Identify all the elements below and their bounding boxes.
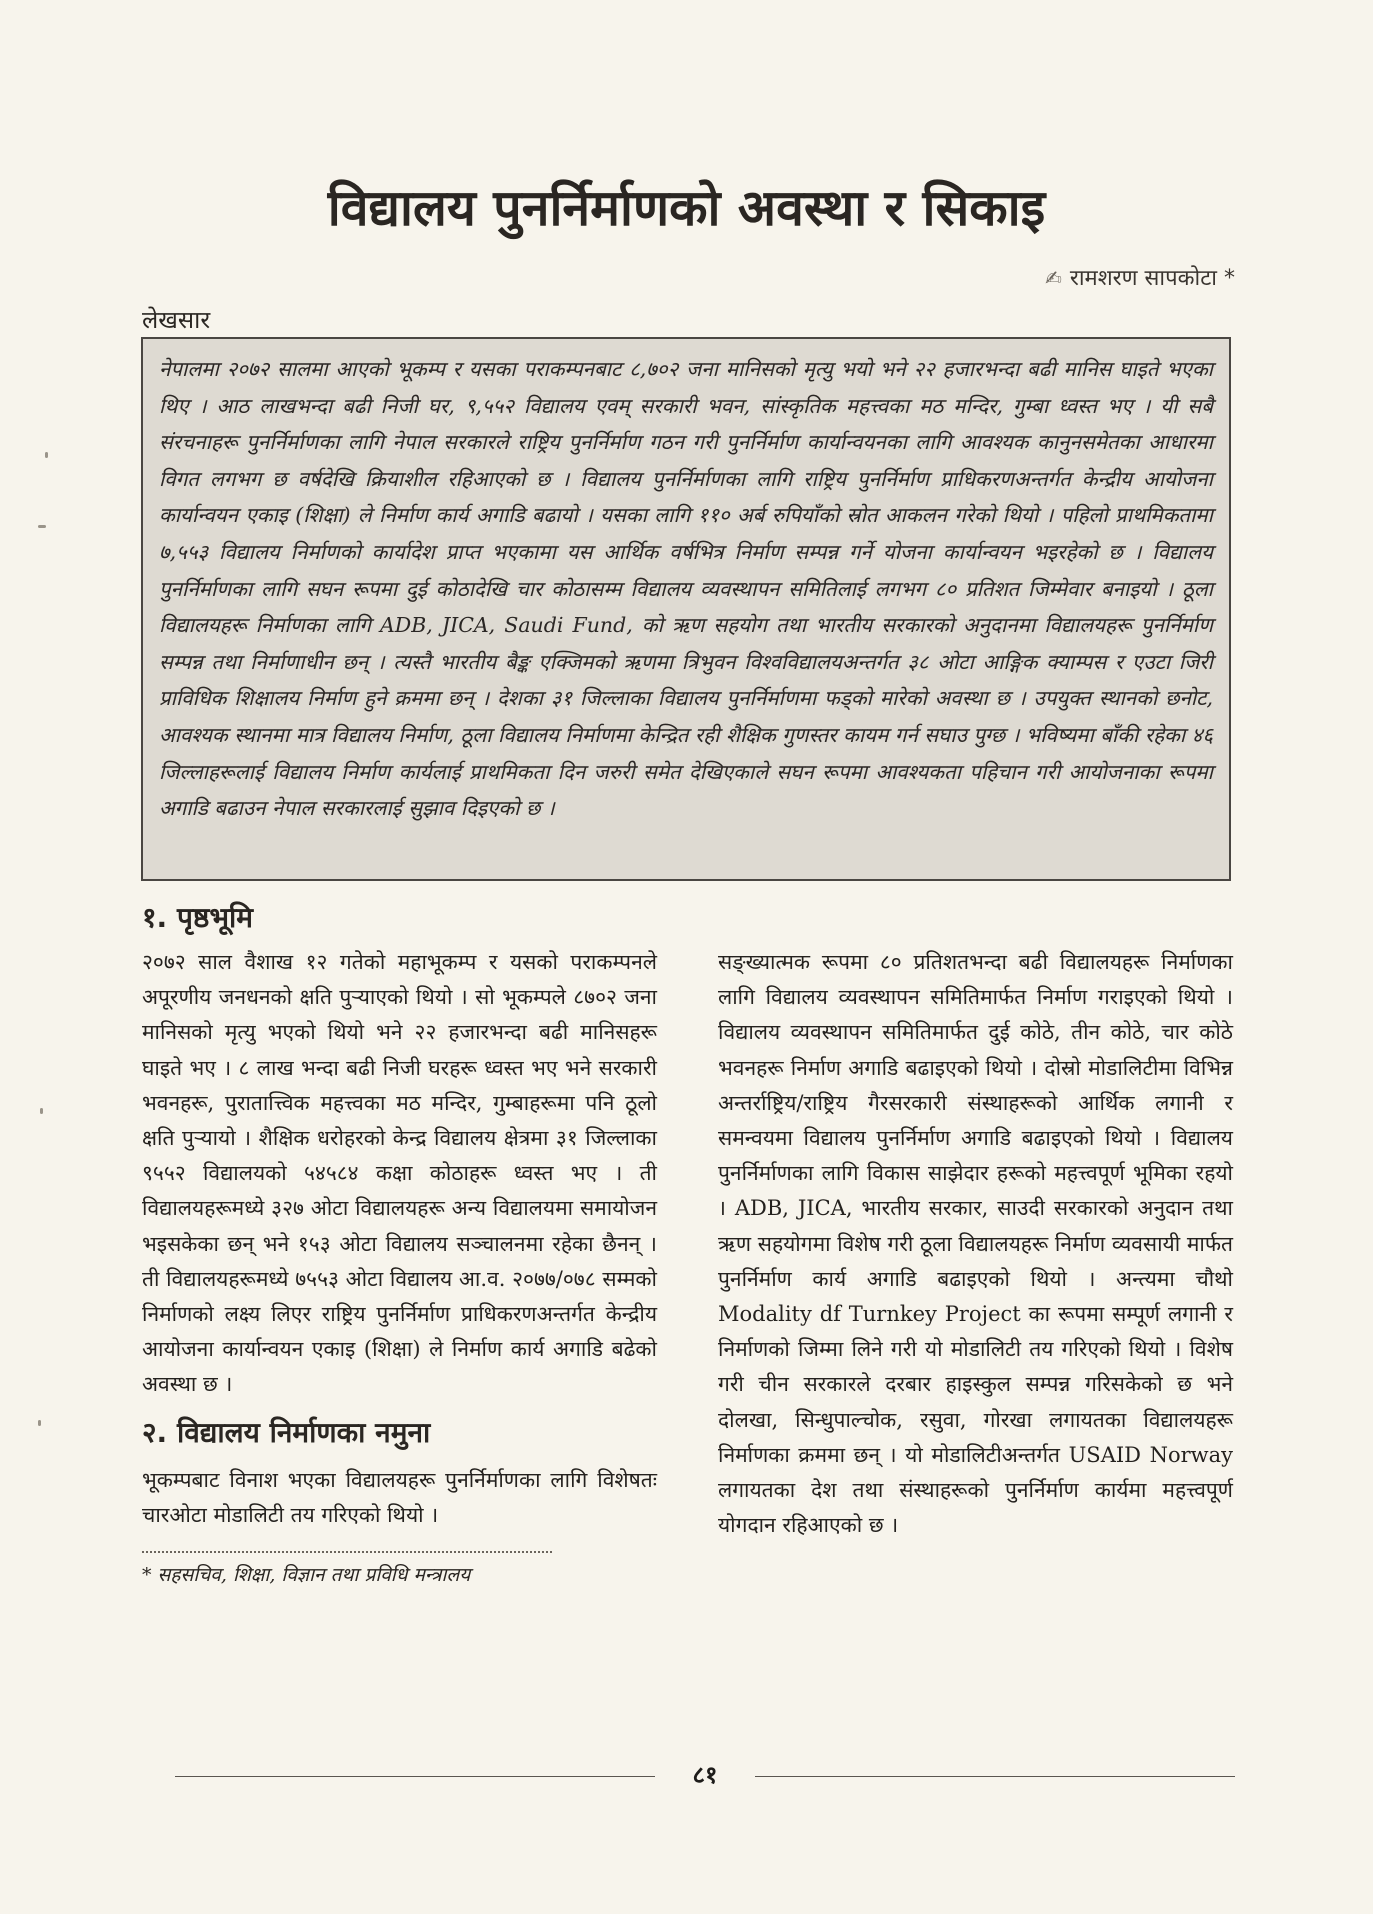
scan-speck (38, 525, 46, 528)
section-1-paragraph: २०७२ साल वैशाख १२ गतेको महाभूकम्प र यसको पराकम्पनले अपूरणीय जनधनको क्षति पुऱ्याएको थियो । सो भूकम्पले ८७०२ जना मानिसको मृत्यु भएको थियो भने २२ हजारभन्दा बढी मानिसहरू घाइते भए । ८ लाख भन्दा बढी निजी घरहरू ध्वस्त भए भने सरकारी भवनहरू, पुरातात्त्विक महत्त्वका मठ मन्दिर, गुम्बाहरूमा पनि ठूलो क्षति पुऱ्यायो । शैक्षिक धरोहरको केन्द्र विद्यालय क्षेत्रमा ३१ जिल्लाका ९५५२ विद्यालयको ५४५८४ कक्षा कोठाहरू ध्वस्त भए । ती विद्यालयहरूमध्ये ३२७ ओटा विद्यालयहरू अन्य विद्यालयमा समायोजन भइसकेका छन् भने १५३ ओटा विद्यालय सञ्चालनमा रहेका छैनन् । ती विद्यालयहरूमध्ये ७५५३ ओटा विद्यालय आ.व. २०७७/०७८ सम्मको निर्माणको लक्ष्य लिएर राष्ट्रिय पुनर्निर्माण प्राधिकरणअन्तर्गत केन्द्रीय आयोजना कार्यान्वयन एकाइ (शिक्षा) ले निर्माण कार्य अगाडि बढेको अवस्था छ । (142, 950, 657, 1397)
section-2-paragraph: भूकम्पबाट विनाश भएका विद्यालयहरू पुनर्निर्माणका लागि विशेषतः चारओटा मोडालिटी तय गरिएको थियो । (142, 1467, 657, 1527)
footnote-divider (142, 1551, 552, 1553)
article-title: विद्यालय पुनर्निर्माणको अवस्था र सिकाइ (327, 179, 1046, 237)
scan-speck (40, 1108, 43, 1114)
right-column-paragraph: सङ्ख्यात्मक रूपमा ८० प्रतिशतभन्दा बढी विद्यालयहरू निर्माणका लागि विद्यालय व्यवस्थापन समितिमार्फत निर्माण गराइएको थियो । विद्यालय व्यवस्थापन समितिमार्फत दुई कोठे, तीन कोठे, चार कोठे भवनहरू निर्माण अगाडि बढाइएको थियो । दोस्रो मोडालिटीमा विभिन्न अन्तर्राष्ट्रिय/राष्ट्रिय गैरसरकारी संस्थाहरूको आर्थिक लगानी र समन्वयमा विद्यालय पुनर्निर्माण अगाडि बढाइएको थियो । विद्यालय पुनर्निर्माणका लागि विकास साझेदार हरूको महत्त्वपूर्ण भूमिका रहयो । ADB, JICA, भारतीय सरकार, साउदी सरकारको अनुदान तथा ऋण सहयोगमा विशेष गरी ठूला विद्यालयहरू निर्माण व्यवसायी मार्फत पुनर्निर्माण कार्य अगाडि बढाइएको थियो । अन्त्यमा चौथो Modality df Turnkey Project का रूपमा सम्पूर्ण लगानी र निर्माणको जिम्मा लिने गरी यो मोडालिटी तय गरिएको थियो । विशेष गरी चीन सरकारले दरबार हाइस्कुल सम्पन्न गरिसकेको छ भने दोलखा, सिन्धुपाल्चोक, रसुवा, गोरखा लगायतका विद्यालयहरू निर्माणका क्रममा छन् । यो मोडालिटीअन्तर्गत USAID Norway लगायतका देश तथा संस्थाहरूको पुनर्निर्माण कार्यमा महत्त्वपूर्ण योगदान रहिआएको छ । (718, 950, 1233, 1538)
footnote: * सहसचिव, शिक्षा, विज्ञान तथा प्रविधि मन्त्रालय (142, 1564, 471, 1587)
author-line (1045, 262, 1235, 292)
pen-nib-icon: ✍ (1045, 266, 1062, 290)
footer-rule-left (175, 1776, 655, 1777)
author-name: रामशरण सापकोटा * (1069, 266, 1235, 291)
abstract-label: लेखसार (142, 306, 211, 334)
right-column (718, 945, 1233, 1543)
abstract-box (141, 337, 1231, 881)
left-column (142, 945, 657, 1587)
abstract-text: नेपालमा २०७२ सालमा आएको भूकम्प र यसका पराकम्पनबाट ८,७०२ जना मानिसको मृत्यु भयो भने २२ हजारभन्दा बढी मानिस घाइते भएका थिए । आठ लाखभन्दा बढी निजी घर, ९,५५२ विद्यालय एवम् सरकारी भवन, सांस्कृतिक महत्त्वका मठ मन्दिर, गुम्बा ध्वस्त भए । यी सबै संरचनाहरू पुनर्निर्माणका लागि नेपाल सरकारले राष्ट्रिय पुनर्निर्माण गठन गरी पुनर्निर्माण कार्यान्वयनका लागि आवश्यक कानुनसमेतका आधारमा विगत लगभग छ वर्षदेखि क्रियाशील रहिआएको छ । विद्यालय पुनर्निर्माणका लागि राष्ट्रिय पुनर्निर्माण प्राधिकरणअन्तर्गत केन्द्रीय आयोजना कार्यान्वयन एकाइ (शिक्षा) ले निर्माण कार्य अगाडि बढायो । यसका लागि ११० अर्ब रुपियाँको स्रोत आकलन गरेको थियो । पहिलो प्राथमिकतामा ७,५५३ विद्यालय निर्माणको कार्यादेश प्राप्त भएकामा यस आर्थिक वर्षभित्र निर्माण सम्पन्न गर्ने योजना कार्यान्वयन भइरहेको छ । विद्यालय पुनर्निर्माणका लागि सघन रूपमा दुई कोठादेखि चार कोठासम्म विद्यालय व्यवस्थापन समितिलाई लगभग ८० प्रतिशत जिम्मेवार बनाइयो । ठूला विद्यालयहरू निर्माणका लागि ADB, JICA, Saudi Fund, को ऋण सहयोग तथा भारतीय सरकारको अनुदानमा विद्यालयहरू पुनर्निर्माण सम्पन्न तथा निर्माणाधीन छन् । त्यस्तै भारतीय बैङ्क एक्जिमको ऋणमा त्रिभुवन विश्वविद्यालयअन्तर्गत ३८ ओटा आङ्गिक क्याम्पस र एउटा जिरी प्राविधिक शिक्षालय निर्माण हुने क्रममा छन् । देशका ३१ जिल्लाका विद्यालय पुनर्निर्माणमा फड्को मारेको अवस्था छ । उपयुक्त स्थानको छनोट, आवश्यक स्थानमा मात्र विद्यालय निर्माण, ठूला विद्यालय निर्माणमा केन्द्रित रही शैक्षिक गुणस्तर कायम गर्न सघाउ पुग्छ । भविष्यमा बाँकी रहेका ४६ जिल्लाहरूलाई विद्यालय निर्माण कार्यलाई प्राथमिकता दिन जरुरी समेत देखिएकाले सघन रूपमा आवश्यकता पहिचान गरी आयोजनाका रूपमा अगाडि बढाउन नेपाल सरकारलाई सुझाव दिइएको छ । (159, 357, 1214, 821)
scan-speck (38, 1420, 41, 1426)
scan-speck (45, 452, 48, 458)
footer-rule-right (755, 1776, 1235, 1777)
page-number: ८१ (692, 1761, 718, 1789)
section-2-heading: २. विद्यालय निर्माणका नमुना (142, 1415, 431, 1449)
section-1-heading: १. पृष्ठभूमि (142, 901, 254, 934)
page-footer (175, 1754, 1235, 1794)
